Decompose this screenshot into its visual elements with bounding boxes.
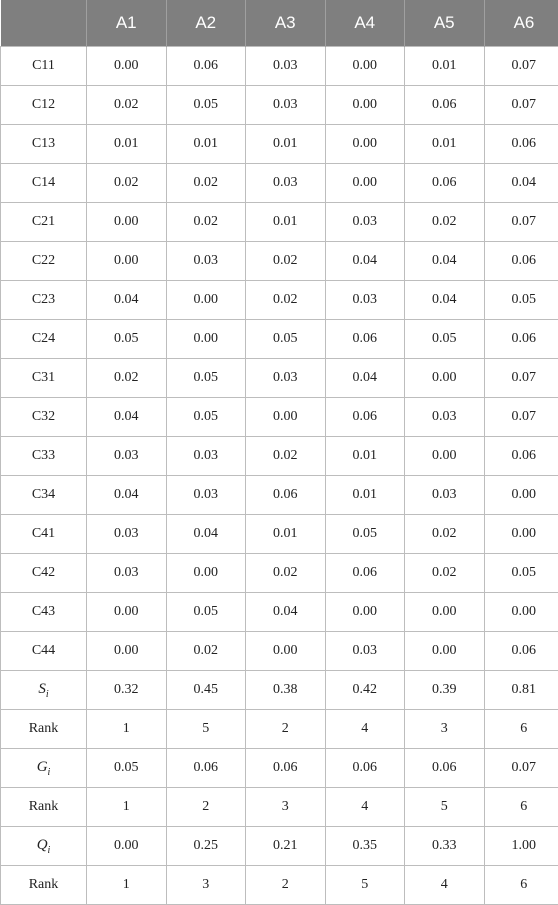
- row-label-subscript: i: [48, 767, 51, 778]
- table-body: [1, 47, 558, 905]
- table-cell: 1: [87, 788, 167, 827]
- row-label: Rank: [1, 710, 87, 749]
- table-cell: 0.01: [246, 125, 326, 164]
- row-label: C34: [1, 476, 87, 515]
- table-cell: 0.00: [246, 398, 326, 437]
- table-cell: 0.05: [246, 320, 326, 359]
- table-cell: 0.02: [166, 632, 246, 671]
- column-header-a2: A2: [166, 0, 246, 47]
- table-cell: 0.81: [484, 671, 558, 710]
- table-row: [1, 164, 558, 203]
- table-cell: 0.01: [325, 437, 405, 476]
- table-cell: 0.06: [325, 554, 405, 593]
- row-label: C13: [1, 125, 87, 164]
- table-cell: 0.03: [87, 554, 167, 593]
- table-cell: 0.04: [484, 164, 558, 203]
- table-cell: 0.00: [87, 47, 167, 86]
- table-row: [1, 515, 558, 554]
- table-cell: 0.00: [166, 554, 246, 593]
- column-header-a1: A1: [87, 0, 167, 47]
- table-cell: 0.06: [325, 749, 405, 788]
- row-label: Rank: [1, 788, 87, 827]
- row-label: C32: [1, 398, 87, 437]
- header-row: [1, 0, 558, 47]
- table-cell: 0.00: [166, 320, 246, 359]
- table-header: [1, 0, 558, 47]
- table-cell: 0.03: [246, 359, 326, 398]
- table-cell: 0.00: [87, 242, 167, 281]
- table-row: [1, 125, 558, 164]
- table-cell: 0.35: [325, 827, 405, 866]
- row-label: C41: [1, 515, 87, 554]
- table-row: [1, 437, 558, 476]
- table-cell: 0.06: [484, 320, 558, 359]
- table-cell: 0.01: [325, 476, 405, 515]
- table-cell: 0.06: [405, 86, 485, 125]
- table-cell: 0.00: [87, 632, 167, 671]
- table-cell: 0.01: [405, 47, 485, 86]
- column-header-a4: A4: [325, 0, 405, 47]
- table-row: [1, 476, 558, 515]
- table-cell: 5: [405, 788, 485, 827]
- table-row: [1, 203, 558, 242]
- table-cell: 0.04: [166, 515, 246, 554]
- column-header-a5: A5: [405, 0, 485, 47]
- table-cell: 0.03: [325, 281, 405, 320]
- table-cell: 0.25: [166, 827, 246, 866]
- table-cell: 0.06: [484, 125, 558, 164]
- table-cell: 0.05: [325, 515, 405, 554]
- table-cell: 0.04: [405, 281, 485, 320]
- table-cell: 0.07: [484, 203, 558, 242]
- table-cell: 2: [246, 866, 326, 905]
- table-row: [1, 86, 558, 125]
- table-cell: 0.03: [166, 242, 246, 281]
- table-cell: 0.02: [166, 203, 246, 242]
- table-cell: 2: [166, 788, 246, 827]
- table-cell: 0.05: [484, 554, 558, 593]
- table-row: [1, 554, 558, 593]
- table-cell: 0.03: [87, 437, 167, 476]
- table-cell: 0.01: [246, 515, 326, 554]
- table-cell: 0.42: [325, 671, 405, 710]
- table-cell: 0.01: [405, 125, 485, 164]
- row-label-subscript: i: [48, 845, 51, 856]
- table-cell: 0.07: [484, 749, 558, 788]
- table-cell: 0.05: [484, 281, 558, 320]
- table-cell: 2: [246, 710, 326, 749]
- table-cell: 0.05: [87, 320, 167, 359]
- row-label: C33: [1, 437, 87, 476]
- table-row: [1, 749, 558, 788]
- table-cell: 0.06: [484, 632, 558, 671]
- header-corner: [1, 0, 87, 47]
- row-label-symbol: G: [37, 759, 48, 775]
- table-cell: 0.02: [405, 515, 485, 554]
- column-header-a3: A3: [246, 0, 326, 47]
- table-cell: 0.00: [325, 164, 405, 203]
- table-cell: 0.00: [484, 593, 558, 632]
- column-header-a6: A6: [484, 0, 558, 47]
- table-cell: 0.07: [484, 47, 558, 86]
- table-cell: 0.00: [484, 515, 558, 554]
- table-cell: 0.02: [87, 86, 167, 125]
- table-cell: 0.03: [246, 164, 326, 203]
- table-cell: 0.07: [484, 398, 558, 437]
- row-label: C24: [1, 320, 87, 359]
- table-cell: 6: [484, 788, 558, 827]
- table-cell: 1.00: [484, 827, 558, 866]
- table-cell: 0.06: [484, 242, 558, 281]
- table-cell: 4: [325, 710, 405, 749]
- table-cell: 0.04: [405, 242, 485, 281]
- table-cell: 0.02: [246, 281, 326, 320]
- table-row: [1, 359, 558, 398]
- table-cell: 0.05: [166, 86, 246, 125]
- table-cell: 5: [325, 866, 405, 905]
- row-label: C22: [1, 242, 87, 281]
- table-cell: 0.04: [87, 281, 167, 320]
- table-cell: 1: [87, 710, 167, 749]
- table-cell: 0.02: [246, 554, 326, 593]
- table-cell: 0.03: [405, 398, 485, 437]
- table-cell: 4: [405, 866, 485, 905]
- row-label: [1, 749, 87, 788]
- table-cell: 3: [166, 866, 246, 905]
- table-cell: 0.00: [405, 359, 485, 398]
- table-cell: 0.00: [325, 86, 405, 125]
- table-cell: 0.05: [166, 398, 246, 437]
- table-cell: 0.32: [87, 671, 167, 710]
- row-label: C43: [1, 593, 87, 632]
- table-cell: 6: [484, 710, 558, 749]
- table-row: [1, 398, 558, 437]
- table-cell: 0.21: [246, 827, 326, 866]
- table-cell: 0.04: [325, 242, 405, 281]
- table-row: [1, 242, 558, 281]
- table-cell: 0.03: [405, 476, 485, 515]
- table-row: [1, 827, 558, 866]
- table-row: [1, 710, 558, 749]
- table-row: [1, 671, 558, 710]
- table-cell: 0.05: [405, 320, 485, 359]
- table-cell: 0.04: [246, 593, 326, 632]
- table-cell: 0.00: [325, 47, 405, 86]
- table-cell: 0.00: [325, 125, 405, 164]
- row-label: C14: [1, 164, 87, 203]
- table-cell: 0.03: [246, 86, 326, 125]
- row-label-symbol: S: [38, 681, 46, 697]
- table-cell: 0.06: [246, 476, 326, 515]
- row-label-symbol: Q: [37, 837, 48, 853]
- table-cell: 0.00: [87, 827, 167, 866]
- table-cell: 0.03: [325, 203, 405, 242]
- table-row: [1, 593, 558, 632]
- table-cell: 0.03: [166, 476, 246, 515]
- table-cell: 0.02: [405, 554, 485, 593]
- table-cell: 0.00: [405, 593, 485, 632]
- table-cell: 0.06: [405, 749, 485, 788]
- table-cell: 3: [246, 788, 326, 827]
- table-cell: 0.45: [166, 671, 246, 710]
- table-row: [1, 632, 558, 671]
- row-label: [1, 827, 87, 866]
- table-cell: 0.03: [325, 632, 405, 671]
- table-cell: 0.06: [166, 749, 246, 788]
- table-cell: 3: [405, 710, 485, 749]
- table-cell: 0.02: [405, 203, 485, 242]
- table-cell: 0.04: [87, 398, 167, 437]
- table-cell: 0.00: [87, 593, 167, 632]
- table-cell: 0.06: [166, 47, 246, 86]
- table-cell: 0.03: [246, 47, 326, 86]
- table-row: [1, 47, 558, 86]
- table-cell: 0.01: [246, 203, 326, 242]
- table-cell: 0.00: [87, 203, 167, 242]
- table-cell: 0.03: [87, 515, 167, 554]
- table-cell: 5: [166, 710, 246, 749]
- row-label: C12: [1, 86, 87, 125]
- table-cell: 0.00: [405, 632, 485, 671]
- row-label: C21: [1, 203, 87, 242]
- table-cell: 0.01: [166, 125, 246, 164]
- table-cell: 0.38: [246, 671, 326, 710]
- table-cell: 0.02: [166, 164, 246, 203]
- row-label: C23: [1, 281, 87, 320]
- row-label: C42: [1, 554, 87, 593]
- table-cell: 0.05: [166, 359, 246, 398]
- table-cell: 0.04: [325, 359, 405, 398]
- table-cell: 0.02: [87, 359, 167, 398]
- table-cell: 0.33: [405, 827, 485, 866]
- table-row: [1, 281, 558, 320]
- row-label: C44: [1, 632, 87, 671]
- table-cell: 0.01: [87, 125, 167, 164]
- table-cell: 1: [87, 866, 167, 905]
- row-label: [1, 671, 87, 710]
- table-cell: 0.06: [405, 164, 485, 203]
- table-cell: 0.00: [325, 593, 405, 632]
- table-cell: 0.02: [87, 164, 167, 203]
- table-cell: 0.06: [484, 437, 558, 476]
- table-cell: 0.00: [405, 437, 485, 476]
- table-cell: 0.02: [246, 242, 326, 281]
- table-cell: 0.06: [246, 749, 326, 788]
- table-cell: 0.06: [325, 398, 405, 437]
- table-row: [1, 788, 558, 827]
- table-cell: 4: [325, 788, 405, 827]
- table-cell: 0.06: [325, 320, 405, 359]
- table-cell: 0.04: [87, 476, 167, 515]
- table-cell: 0.00: [484, 476, 558, 515]
- table-cell: 0.00: [166, 281, 246, 320]
- row-label: Rank: [1, 866, 87, 905]
- table-cell: 0.07: [484, 86, 558, 125]
- table-cell: 0.39: [405, 671, 485, 710]
- row-label: C31: [1, 359, 87, 398]
- table-cell: 0.05: [87, 749, 167, 788]
- table-cell: 0.03: [166, 437, 246, 476]
- row-label: C11: [1, 47, 87, 86]
- table-cell: 0.07: [484, 359, 558, 398]
- table-cell: 0.05: [166, 593, 246, 632]
- table-cell: 0.00: [246, 632, 326, 671]
- table-cell: 6: [484, 866, 558, 905]
- table-cell: 0.02: [246, 437, 326, 476]
- row-label-subscript: i: [46, 689, 49, 700]
- table-row: [1, 320, 558, 359]
- table-row: [1, 866, 558, 905]
